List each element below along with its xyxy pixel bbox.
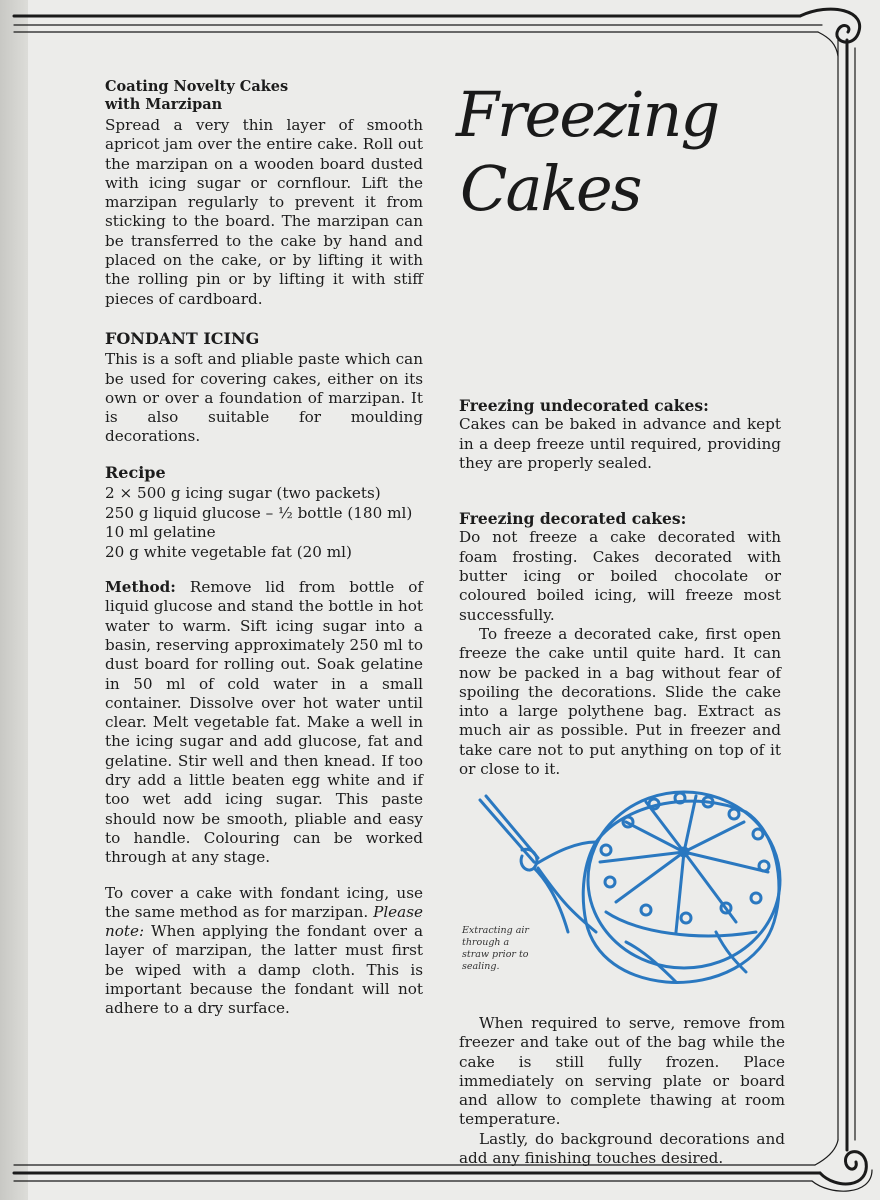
serve-section xyxy=(459,1014,785,1168)
fondant-heading: FONDANT ICING xyxy=(105,328,260,348)
cover-text-a: To cover a cake with fondant icing, use the same method as for marzipan. xyxy=(105,883,423,921)
lastly-paragraph: Lastly, do background decorations and add any finishing touches desired. xyxy=(459,1129,785,1168)
marzipan-paragraph: Spread a very thin layer of smooth apricot jam over the entire cake. Roll out the marzipan on a wooden board dusted with icing sugar or cornflour. Lift the marzipan regularly to prevent it from sticking to the board. The marzipan can be transferred to the cake by hand and placed on the cake, or by lifting it with the rolling pin or by lifting it with stiff pieces of cardboard. xyxy=(105,116,423,308)
marzipan-heading: Coating Novelty Cakes with Marzipan xyxy=(105,78,289,113)
undecorated-heading: Freezing undecorated cakes: xyxy=(459,396,709,415)
illustration-caption: Extracting air through a straw prior to sealing. xyxy=(462,925,529,972)
method-paragraph xyxy=(105,578,423,867)
undecorated-paragraph: Cakes can be baked in advance and kept in a deep freeze until required, providing they are properly sealed. xyxy=(459,415,781,472)
recipe-item: 20 g white vegetable fat (20 ml) xyxy=(105,542,352,561)
title-line-1: Freezing xyxy=(456,78,719,151)
cover-text-b: When applying the fondant over a layer of marzipan, the latter must first be wiped with a damp cloth. This is important because the fondant will not adhere to a dry surface. xyxy=(105,922,423,1018)
page-title xyxy=(456,78,756,226)
decorated-paragraph-1: Do not freeze a cake decorated with foam frosting. Cakes decorated with butter icing or boiled chocolate or coloured boiled icing, will freeze most successfully. xyxy=(459,528,781,624)
recipe-heading: Recipe xyxy=(105,462,166,482)
method-label: Method: xyxy=(105,578,176,597)
decorated-paragraph-2: To freeze a decorated cake, first open freeze the cake until quite hard. It can now be packed in a bag without fear of spoiling the decorations. Slide the cake into a large polythene bag. Extract as much air as possible. Put in freezer and take care not to put anything on top of it or close to it. xyxy=(459,624,781,779)
cover-note: Please note: xyxy=(105,902,423,941)
fondant-paragraph: This is a soft and pliable paste which can be used for covering cakes, either on its own or over a foundation of marzipan. It is also suitable for moulding decorations. xyxy=(105,350,423,446)
decorated-heading: Freezing decorated cakes: xyxy=(459,509,687,529)
right-column xyxy=(459,396,781,779)
recipe-item: 10 ml gelatine xyxy=(105,523,216,542)
cover-paragraph xyxy=(105,884,423,1019)
recipe-item: 2 × 500 g icing sugar (two packets) xyxy=(105,484,381,503)
left-column xyxy=(105,78,423,1019)
recipe-list xyxy=(105,484,423,562)
page-gutter xyxy=(0,0,30,1200)
recipe-item: 250 g liquid glucose – ½ bottle (180 ml) xyxy=(105,503,413,522)
serve-paragraph: When required to serve, remove from freezer and take out of the bag while the cake is still fully frozen. Place immediately on serving plate or board and allow to complete thawing at room temperature. xyxy=(459,1014,785,1129)
method-text: Remove lid from bottle of liquid glucose and stand the bottle in hot water to warm. Sift icing sugar into a basin, reserving approximately 250 ml to dust board for rolling out. Soak gelatine in 50 ml of cold water in a small container. Dissolve over hot water until clear. Melt vegetable fat. Make a well in the icing sugar and add glucose, fat and gelatine. Stir well and then knead. If too dry add a little beaten egg white and if too wet add icing sugar. This paste should now be smooth, pliable and easy to handle. Colouring can be worked through at any stage. xyxy=(105,578,423,867)
title-line-2: Cakes xyxy=(460,152,641,225)
